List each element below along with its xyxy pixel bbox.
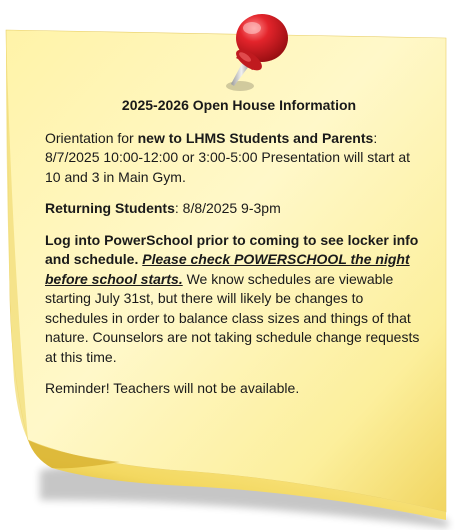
note-content <box>45 96 425 411</box>
orientation-audience: new to LHMS Students and Parents <box>137 129 374 146</box>
powerschool-emphasis: Please check POWERSCHOOL the night before school starts. <box>45 251 410 287</box>
returning-details: : 8/8/2025 9-3pm <box>174 200 281 216</box>
powerschool-paragraph <box>45 231 425 368</box>
returning-paragraph <box>45 199 425 219</box>
note-title: 2025-2026 Open House Information <box>121 97 357 113</box>
powerschool-instruction: Log into PowerSchool prior to coming to see locker info and schedule. <box>45 231 419 267</box>
reminder-paragraph: Reminder! Teachers will not be available. <box>45 380 300 396</box>
orientation-lead: Orientation for <box>45 129 138 146</box>
orientation-details: : 8/7/2025 10:00-12:00 or 3:00-5:00 Presentation will start at 10 and 3 in Main Gym. <box>45 129 411 185</box>
powerschool-details: We know schedules are viewable starting July 31st, but there will likely be changes to schedules in order to balance class sizes and things of that nature. Counselors are not taking schedule change requests at this time. <box>45 270 420 365</box>
returning-label: Returning Students <box>45 200 175 216</box>
orientation-paragraph <box>45 129 425 188</box>
